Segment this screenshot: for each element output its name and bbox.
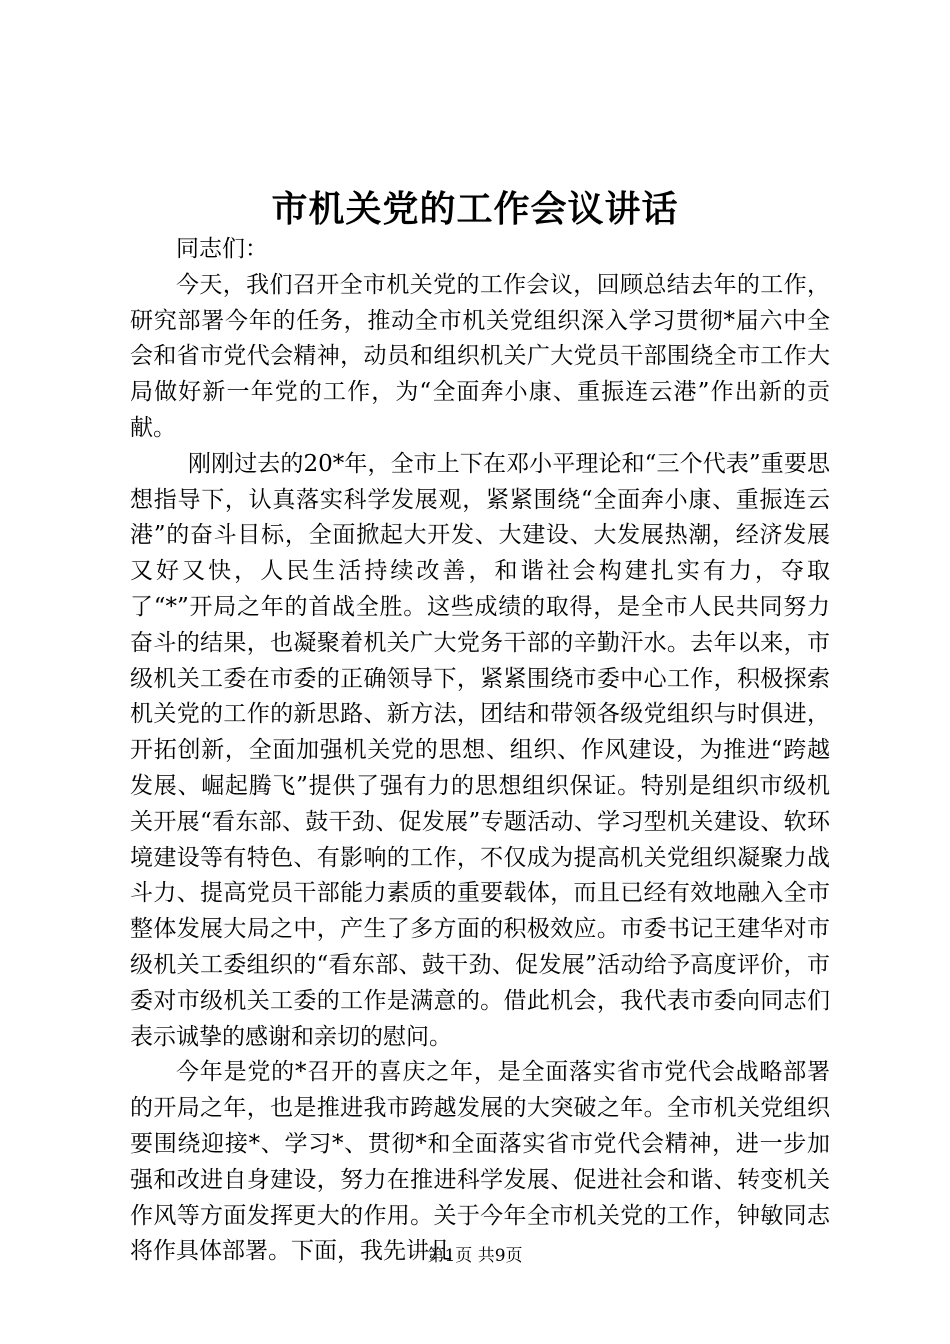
document-title: 市机关党的工作会议讲话 xyxy=(271,188,679,230)
paragraph-2: 刚刚过去的20*年，全市上下在邓小平理论和“三个代表”重要思想指导下，认真落实科学发展观，紧紧围绕“全面奔小康、重振连云港”的奋斗目标，全面掀起大开发、大建设、大发展热潮，经济发展又好又快，人民生活持续改善，和谐社会构建扎实有力，夺取了“*”开局之年的首战全胜。这些成绩的取得，是全市人民共同努力奋斗的结果，也凝聚着机关广大党务干部的辛勤汗水。去年以来，市级机关工委在市委的正确领导下，紧紧围绕市委中心工作，积极探索机关党的工作的新思路、新方法，团结和带领各级党组织与时俱进，开拓创新，全面加强机关党的思想、组织、作风建设，为推进“跨越发展、崛起腾飞”提供了强有力的思想组织保证。特别是组织市级机关开展“看东部、鼓干劲、促发展”专题活动、学习型机关建设、软环境建设等有特色、有影响的工作，不仅成为提高机关党组织凝聚力战斗力、提高党员干部能力素质的重要载体，而且已经有效地融入全市整体发展大局之中，产生了多方面的积极效应。市委书记王建华对市级机关工委组织的“看东部、鼓干劲、促发展”活动给予高度评价，市委对市级机关工委的工作是满意的。借此机会，我代表市委向同志们表示诚挚的感谢和亲切的慰问。 xyxy=(130,450,830,1050)
paragraph-1: 今天，我们召开全市机关党的工作会议，回顾总结去年的工作，研究部署今年的任务，推动全市机关党组织深入学习贯彻*届六中全会和省市党代会精神，动员和组织机关广大党员干部围绕全市工作大局做好新一年党的工作，为“全面奔小康、重振连云港”作出新的贡献。 xyxy=(130,271,830,441)
page-footer: 第1页 共9页 xyxy=(427,1246,523,1266)
document-body xyxy=(130,232,830,1270)
paragraph-3: 今年是党的*召开的喜庆之年，是全面落实省市党代会战略部署的开局之年，也是推进我市跨越发展的大突破之年。全市机关党组织要围绕迎接*、学习*、贯彻*和全面落实省市党代会精神，进一步加强和改进自身建设，努力在推进科学发展、促进社会和谐、转变机关作风等方面发挥更大的作用。关于今年全市机关党的工作，钟敏同志将作具体部署。下面，我先讲几 xyxy=(130,1059,830,1265)
salutation: 同志们： xyxy=(176,236,268,262)
